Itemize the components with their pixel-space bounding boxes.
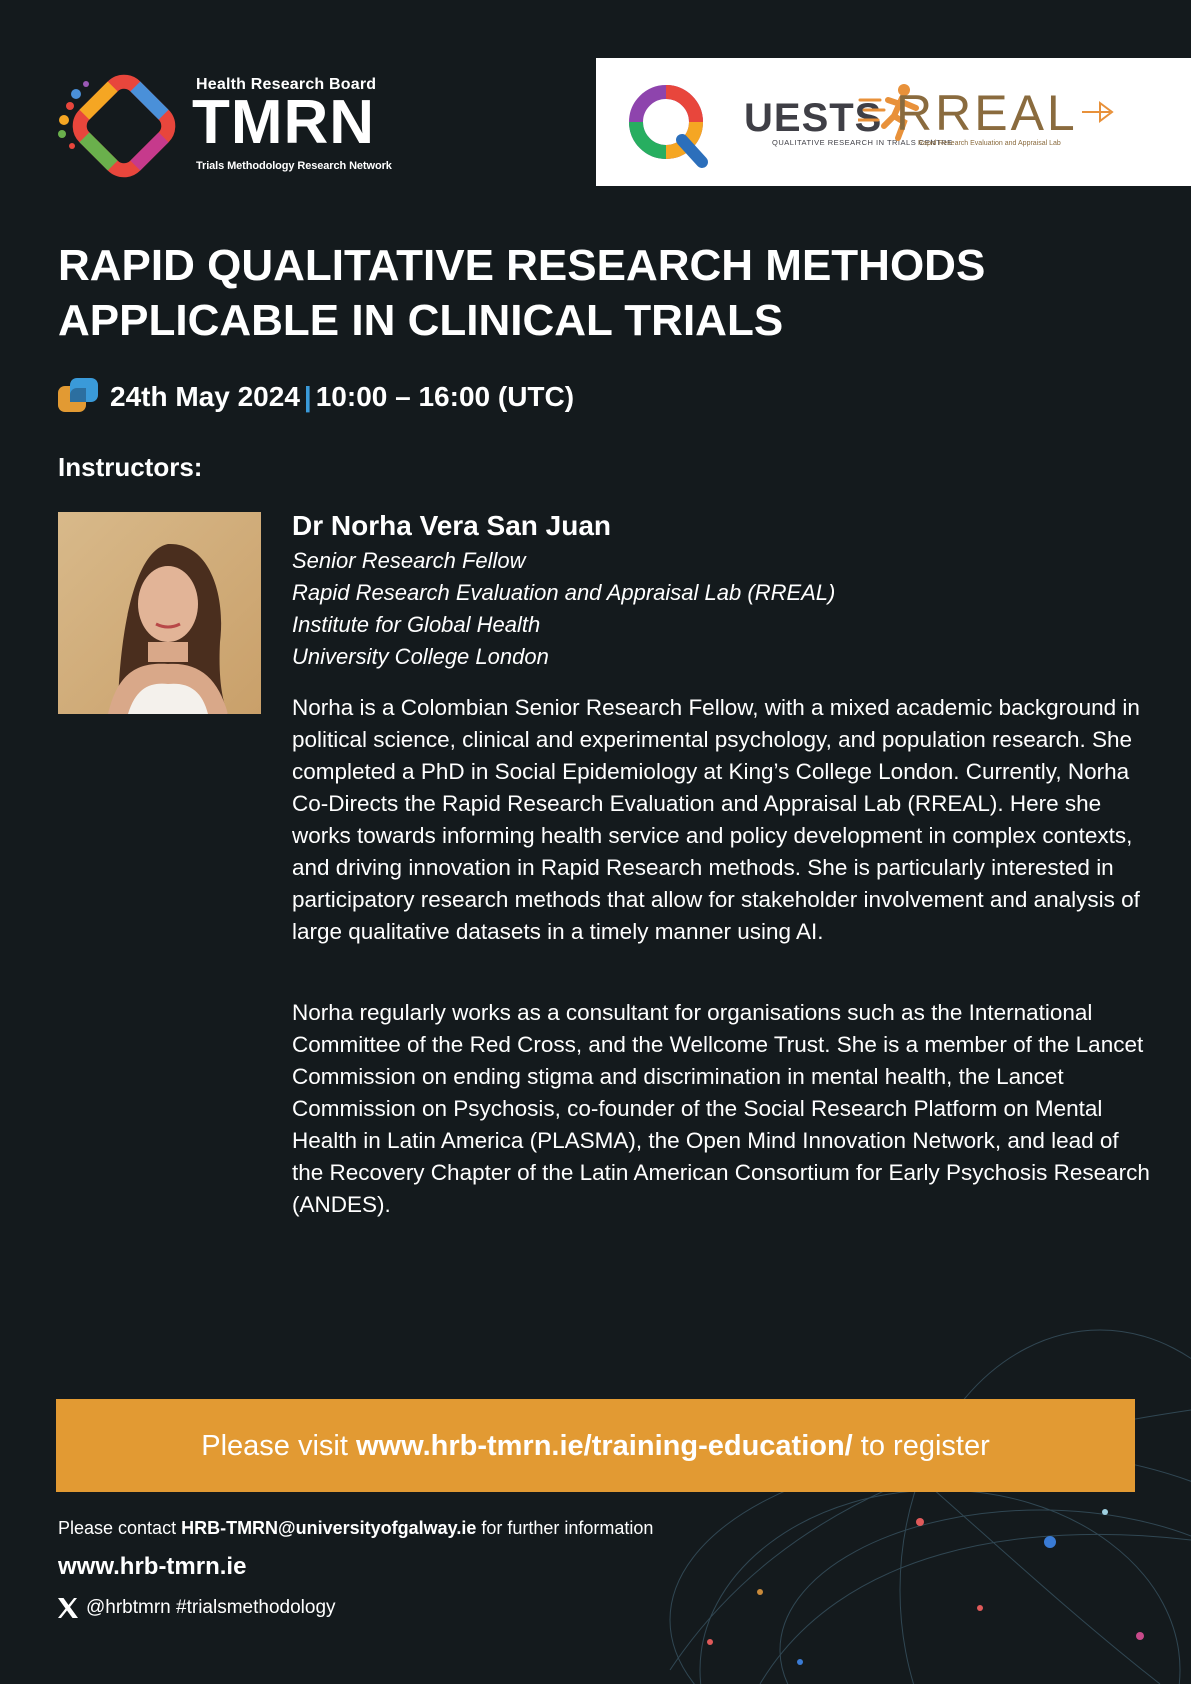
event-date: 24th May 2024: [110, 381, 300, 412]
rreal-tagline: Rapid Research Evaluation and Appraisal Lab: [918, 140, 1061, 147]
instructor-lab: Rapid Research Evaluation and Appraisal Lab (RREAL): [292, 580, 836, 605]
quests-q-icon: [624, 80, 744, 170]
date-separator: |: [303, 381, 312, 412]
contact-suffix: for further information: [476, 1518, 654, 1538]
partner-logos: [596, 58, 1191, 186]
contact-line: [58, 1518, 653, 1539]
instructor-name: Dr Norha Vera San Juan: [292, 510, 612, 541]
instructor-photo: [58, 512, 261, 714]
event-date-time: [58, 378, 574, 415]
social-line: [56, 1596, 336, 1620]
instructor-role: Senior Research Fellow: [292, 548, 526, 573]
network-name: Trials Methodology Research Network: [196, 160, 392, 172]
register-link[interactable]: www.hrb-tmrn.ie/training-education/: [355, 1430, 853, 1462]
title-line-2: APPLICABLE IN CLINICAL TRIALS: [58, 296, 784, 345]
x-logo-icon[interactable]: [56, 1596, 80, 1620]
event-time: 10:00 – 16:00 (UTC): [315, 381, 575, 412]
contact-email-link[interactable]: HRB-TMRN@universityofgalway.ie: [181, 1518, 477, 1538]
event-title: [58, 238, 1158, 348]
quests-tagline: QUALITATIVE RESEARCH IN TRIALS CENTRE: [772, 138, 953, 147]
hrb-label: Health Research Board: [196, 76, 377, 93]
title-line-1: RAPID QUALITATIVE RESEARCH METHODS: [58, 241, 986, 290]
website-link[interactable]: www.hrb-tmrn.ie: [58, 1553, 247, 1580]
instructors-heading: Instructors:: [58, 452, 203, 482]
social-handle[interactable]: @hrbtmrn #trialsmethodology: [86, 1597, 336, 1618]
register-prefix: Please visit: [201, 1430, 356, 1462]
instructor-university: University College London: [292, 644, 549, 669]
instructor-institute: Institute for Global Health: [292, 612, 541, 637]
register-text: [56, 1429, 1135, 1463]
register-suffix: to register: [852, 1430, 990, 1462]
logo-wordmark: TMRN: [192, 88, 376, 157]
bio-paragraph-1: Norha is a Colombian Senior Research Fellow, with a mixed academic background in political science, clinical and experimental psychology, and population research. She completed a PhD in Social Epidemiology at King’s College London. Currently, Norha Co-Directs the Rapid Research Evaluation and Appraisal Lab (RREAL). Here she works towards informing health service and policy development in complex contexts, and driving innovation in Rapid Research methods. She is particularly interested in participatory research methods that allow for stakeholder involvement and analysis of large qualitative datasets in a timely manner using AI.: [292, 695, 1140, 944]
register-banner: [56, 1399, 1135, 1492]
arrow-icon: [1080, 100, 1116, 124]
contact-prefix: Please contact: [58, 1518, 182, 1538]
calendar-icon: [58, 378, 98, 412]
bio-paragraph-2: Norha regularly works as a consultant for organisations such as the International Committee of the Red Cross, and the Wellcome Trust. She is a member of the Lancet Commission on ending stigma and discrimination in mental health, the Lancet Commission on Psychosis, co-founder of the Social Research Platform on Mental Health in Latin America (PLASMA), the Open Mind Innovation Network, and lead of the Recovery Chapter of the Latin American Consortium for Early Psychosis Research (ANDES).: [292, 1000, 1150, 1217]
quests-wordmark: UESTS: [744, 96, 883, 140]
rreal-wordmark: RREAL: [896, 85, 1078, 141]
